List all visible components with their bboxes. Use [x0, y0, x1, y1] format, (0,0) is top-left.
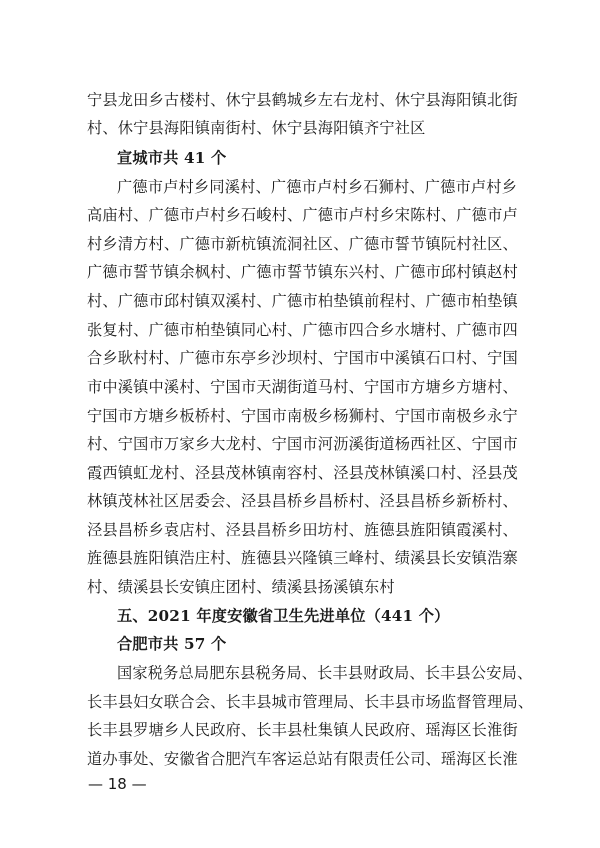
xuancheng-line-11: 霞西镇虹龙村、泾县茂林镇南容村、泾县茂林镇溪口村、泾县茂	[87, 464, 518, 482]
xuancheng-line-5: 村、广德市邱村镇双溪村、广德市柏垫镇前程村、广德市柏垫镇	[87, 292, 518, 310]
xuancheng-heading: 宣城市共 41 个	[117, 149, 227, 167]
xuancheng-line-14: 旌德县旌阳镇浩庄村、旌德县兴隆镇三峰村、绩溪县长安镇浩寨	[87, 549, 518, 567]
hefei-line-4: 道办事处、安徽省合肥汽车客运总站有限责任公司、瑶海区长淮	[87, 750, 518, 768]
xuancheng-line-9: 宁国市方塘乡板桥村、宁国市南极乡杨狮村、宁国市南极乡永宁	[87, 407, 518, 425]
xuancheng-line-8: 市中溪镇中溪村、宁国市天湖街道马村、宁国市方塘乡方塘村、	[87, 378, 518, 396]
xuancheng-line-7: 合乡耿村村、广德市东亭乡沙坝村、宁国市中溪镇石口村、宁国	[87, 349, 518, 367]
xuancheng-line-13: 泾县昌桥乡袁店村、泾县昌桥乡田坊村、旌德县旌阳镇霞溪村、	[87, 521, 518, 539]
xuancheng-line-3: 村乡清方村、广德市新杭镇流洞社区、广德市誓节镇阮村社区、	[87, 235, 518, 253]
xuancheng-line-10: 村、宁国市万家乡大龙村、宁国市河沥溪街道杨西社区、宁国市	[87, 435, 518, 453]
xuancheng-line-15: 村、绩溪县长安镇庄团村、绩溪县扬溪镇东村	[87, 578, 395, 596]
section5-heading: 五、2021 年度安徽省卫生先进单位（441 个）	[117, 607, 450, 625]
hefei-line-2: 长丰县妇女联合会、长丰县城市管理局、长丰县市场监督管理局、	[87, 693, 534, 711]
page-number: — 18 —	[88, 775, 147, 793]
xuancheng-line-4: 广德市誓节镇余枫村、广德市誓节镇东兴村、广德市邱村镇赵村	[87, 263, 518, 281]
hefei-line-3: 长丰县罗塘乡人民政府、长丰县杜集镇人民政府、瑶海区长淮街	[87, 721, 518, 739]
xuancheng-line-1: 广德市卢村乡同溪村、广德市卢村乡石狮村、广德市卢村乡	[117, 178, 518, 196]
xuancheng-line-6: 张复村、广德市柏垫镇同心村、广德市四合乡水塘村、广德市四	[87, 321, 518, 339]
xuancheng-line-12: 林镇茂林社区居委会、泾县昌桥乡昌桥村、泾县昌桥乡新桥村、	[87, 492, 518, 510]
hefei-heading: 合肥市共 57 个	[117, 635, 227, 653]
xuancheng-line-2: 高庙村、广德市卢村乡石峻村、广德市卢村乡宋陈村、广德市卢	[87, 206, 518, 224]
continuation-line-1: 宁县龙田乡古楼村、休宁县鹤城乡左右龙村、休宁县海阳镇北街	[87, 91, 518, 109]
hefei-line-1: 国家税务总局肥东县税务局、长丰县财政局、长丰县公安局、	[117, 664, 533, 682]
continuation-line-2: 村、休宁县海阳镇南街村、休宁县海阳镇齐宁社区	[87, 119, 426, 137]
